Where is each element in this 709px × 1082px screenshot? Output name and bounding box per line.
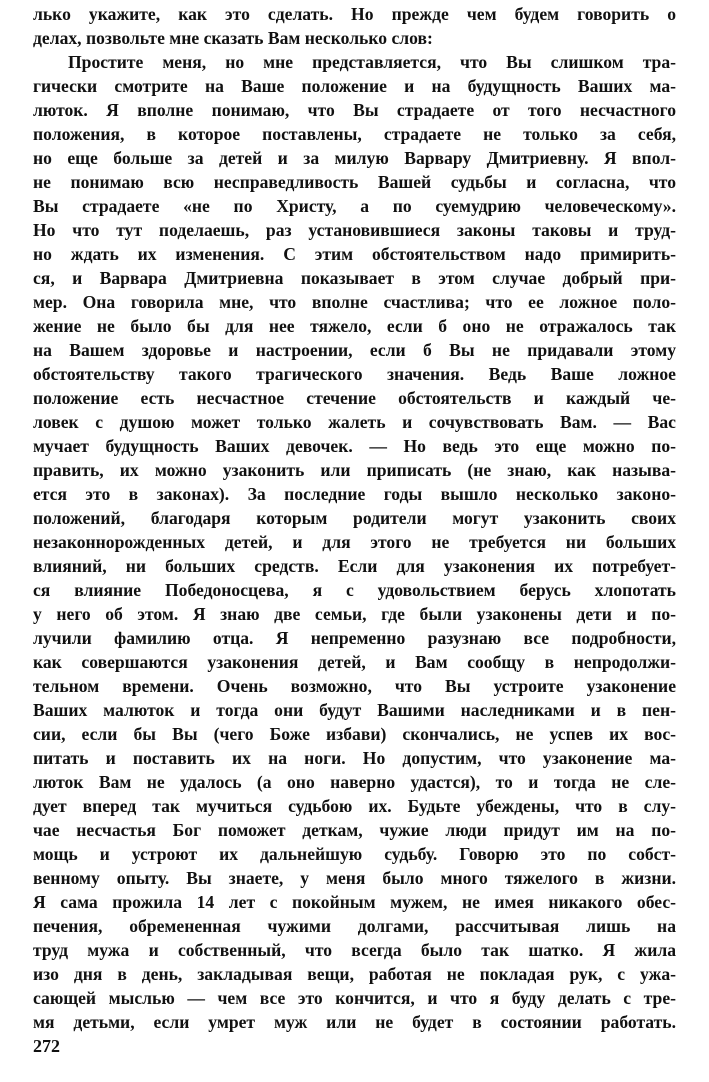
text-line: мер. Она говорила мне, что вполне счастлива; что ее ложное поло- <box>33 292 676 312</box>
text-line: чае несчастья Бог поможет деткам, чужие люди придут им на по- <box>33 820 676 840</box>
text-line: сающей мыслью — чем все это кончится, и что я буду делать с тре- <box>33 988 676 1008</box>
text-line: венному опыту. Вы знаете, у меня было много тяжелого в жизни. <box>33 868 676 888</box>
page-number: 272 <box>33 1036 60 1056</box>
text-line: не понимаю всю несправедливость Вашей судьбы и согласна, что <box>33 172 676 192</box>
text-line: изо дня в день, закладывая вещи, работая не покладая рук, с ужа- <box>33 964 676 984</box>
text-line: положения, в которое поставлены, страдаете не только за себя, <box>33 124 676 144</box>
text-line: мя детьми, если умрет муж или не будет в состоянии работать. <box>33 1012 676 1032</box>
text-line: лучили фамилию отца. Я непременно разузнаю все подробности, <box>33 628 676 648</box>
text-line: печения, обремененная чужими долгами, рассчитывая лишь на <box>33 916 676 936</box>
text-line: мощь и устроют их дальнейшую судьбу. Говорю это по собст- <box>33 844 676 864</box>
text-line: как совершаются узаконения детей, и Вам сообщу в непродолжи- <box>33 652 676 672</box>
text-line: питать и поставить их на ноги. Но допустим, что узаконение ма- <box>33 748 676 768</box>
text-line: ся влияние Победоносцева, я с удовольствием берусь хлопотать <box>33 580 676 600</box>
text-line: ется это в законах). За последние годы вышло несколько законо- <box>33 484 676 504</box>
text-line: править, их можно узаконить или приписать (не знаю, как называ- <box>33 460 676 480</box>
text-line: сии, если бы Вы (чего Боже избави) скончались, не успев их вос- <box>33 724 676 744</box>
text-line: Вы страдаете «не по Христу, а по суемудрию человеческому». <box>33 196 676 216</box>
text-line: на Вашем здоровье и настроении, если б Вы не придавали этому <box>33 340 676 360</box>
text-line: обстоятельству такого трагического значения. Ведь Ваше ложное <box>33 364 676 384</box>
text-line: люток Вам не удалось (а оно наверно удастся), то и тогда не сле- <box>33 772 676 792</box>
text-line: ловек с душою может только жалеть и сочувствовать Вам. — Вас <box>33 412 676 432</box>
text-line: но еще больше за детей и за милую Варвару Дмитриевну. Я впол- <box>33 148 676 168</box>
text-line: Но что тут поделаешь, раз установившиеся законы таковы и труд- <box>33 220 676 240</box>
text-line: люток. Я вполне понимаю, что Вы страдаете от того несчастного <box>33 100 676 120</box>
text-line: гически смотрите на Ваше положение и на будущность Ваших ма- <box>33 76 676 96</box>
text-line: мучает будущность Ваших девочек. — Но ведь это еще можно по- <box>33 436 676 456</box>
text-line: Я сама прожила 14 лет с покойным мужем, не имея никакого обес- <box>33 892 676 912</box>
text-line: незаконнорожденных детей, и для этого не требуется ни больших <box>33 532 676 552</box>
text-line: жение не было бы для нее тяжело, если б оно не отражалось так <box>33 316 676 336</box>
text-line: ся, и Варвара Дмитриевна показывает в этом случае добрый при- <box>33 268 676 288</box>
text-line: труд мужа и собственный, что всегда было так шатко. Я жила <box>33 940 676 960</box>
text-line: Ваших малюток и тогда они будут Вашими наследниками и в пен- <box>33 700 676 720</box>
text-line: положений, благодаря которым родители могут узаконить своих <box>33 508 676 528</box>
text-line: тельном времени. Очень возможно, что Вы устроите узаконение <box>33 676 676 696</box>
text-line: но ждать их изменения. С этим обстоятельством надо примирить- <box>33 244 676 264</box>
text-line: делах, позвольте мне сказать Вам несколько слов: <box>33 28 433 48</box>
text-line: дует вперед так мучиться судьбою их. Будьте убеждены, что в слу- <box>33 796 676 816</box>
text-line: влияний, ни больших средств. Если для узаконения их потребует- <box>33 556 676 576</box>
text-line: лько укажите, как это сделать. Но прежде чем будем говорить о <box>33 4 676 24</box>
text-line: Простите меня, но мне представляется, что Вы слишком тра- <box>68 52 676 72</box>
text-line: положение есть несчастное стечение обстоятельств и каждый че- <box>33 388 676 408</box>
text-line: у него об этом. Я знаю две семьи, где были узаконены дети и по- <box>33 604 676 624</box>
